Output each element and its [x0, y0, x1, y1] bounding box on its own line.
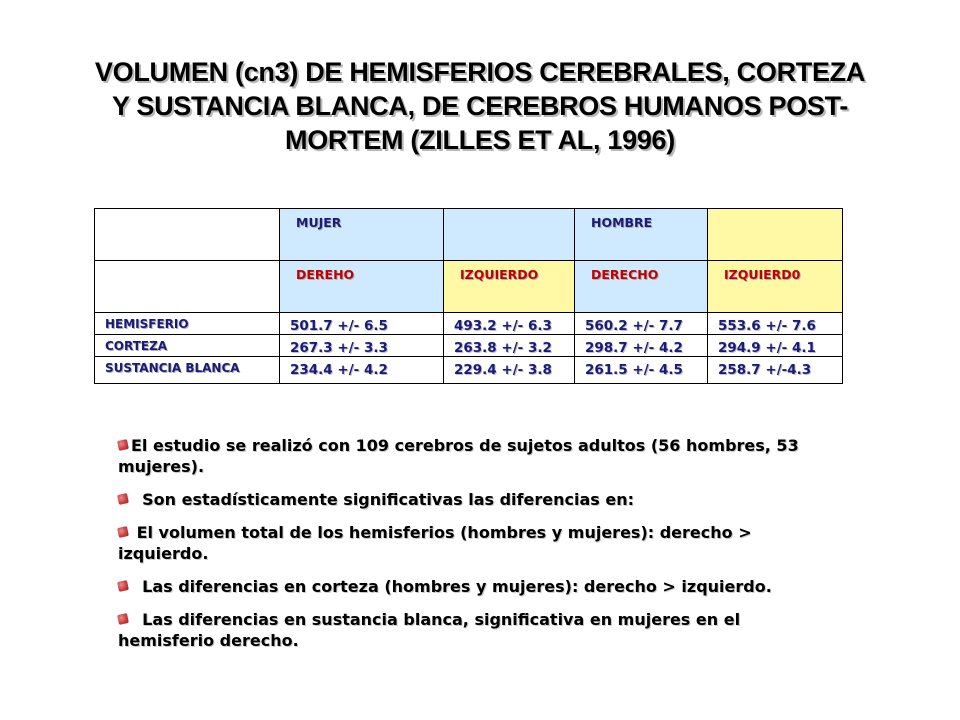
header-mujer-izquierdo: IZQUIERDO	[444, 261, 575, 313]
table-cell: 553.6 +/- 7.6	[708, 313, 843, 335]
table-cell: 560.2 +/- 7.7	[575, 313, 708, 335]
slide-title	[60, 55, 900, 157]
title-line-1: VOLUMEN (cn3) DE HEMISFERIOS CEREBRALES, CORTEZA	[94, 57, 866, 87]
table-cell: 263.8 +/- 3.2	[444, 335, 575, 357]
table-cell: 234.4 +/- 4.2	[280, 357, 444, 384]
table-corner-cell-2	[95, 261, 280, 313]
bullet-icon	[117, 613, 129, 625]
table-cell: 501.7 +/- 6.5	[280, 313, 444, 335]
list-item: Son estadísticamente significativas las diferencias en:	[118, 489, 818, 510]
header-hombre: HOMBRE	[575, 209, 708, 261]
bullet-icon	[117, 493, 129, 505]
table-corner-cell	[95, 209, 280, 261]
title-line-2: Y SUSTANCIA BLANCA, DE CEREBROS HUMANOS POST-	[111, 91, 849, 121]
volume-table	[94, 208, 843, 384]
list-item: El estudio se realizó con 109 cerebros de sujetos adultos (56 hombres, 53 mujeres).	[118, 436, 799, 476]
table-row-corteza	[95, 335, 843, 357]
header-blank-blue	[444, 209, 575, 261]
table-header-row-groups	[95, 209, 843, 261]
header-mujer: MUJER	[280, 209, 444, 261]
table-cell: 229.4 +/- 3.8	[444, 357, 575, 384]
list-item: El volumen total de los hemisferios (hombres y mujeres): derecho > izquierdo.	[118, 523, 758, 563]
table-cell: 267.3 +/- 3.3	[280, 335, 444, 357]
bullet-list	[118, 435, 818, 663]
header-blank-yellow	[708, 209, 843, 261]
title-line-3: MORTEM (ZILLES ET AL, 1996)	[285, 125, 675, 155]
row-label: SUSTANCIA BLANCA	[95, 357, 280, 384]
table-cell: 298.7 +/- 4.2	[575, 335, 708, 357]
row-label: HEMISFERIO	[95, 313, 280, 335]
bullet-icon	[117, 526, 129, 538]
header-hombre-derecho: DERECHO	[575, 261, 708, 313]
header-hombre-izquierdo: IZQUIERD0	[708, 261, 843, 313]
list-item: Las diferencias en sustancia blanca, significativa en mujeres en el hemisferio derecho.	[118, 610, 746, 650]
table-cell: 261.5 +/- 4.5	[575, 357, 708, 384]
table-cell: 258.7 +/-4.3	[708, 357, 843, 384]
list-item: Las diferencias en corteza (hombres y mujeres): derecho > izquierdo.	[118, 576, 818, 597]
table-cell: 493.2 +/- 6.3	[444, 313, 575, 335]
row-label: CORTEZA	[95, 335, 280, 357]
bullet-icon	[117, 439, 129, 451]
table-cell: 294.9 +/- 4.1	[708, 335, 843, 357]
table-row-hemisferio	[95, 313, 843, 335]
table-header-row-sides	[95, 261, 843, 313]
header-mujer-derecho: DEREHO	[280, 261, 444, 313]
bullet-icon	[117, 580, 129, 592]
table-row-sustancia-blanca	[95, 357, 843, 384]
